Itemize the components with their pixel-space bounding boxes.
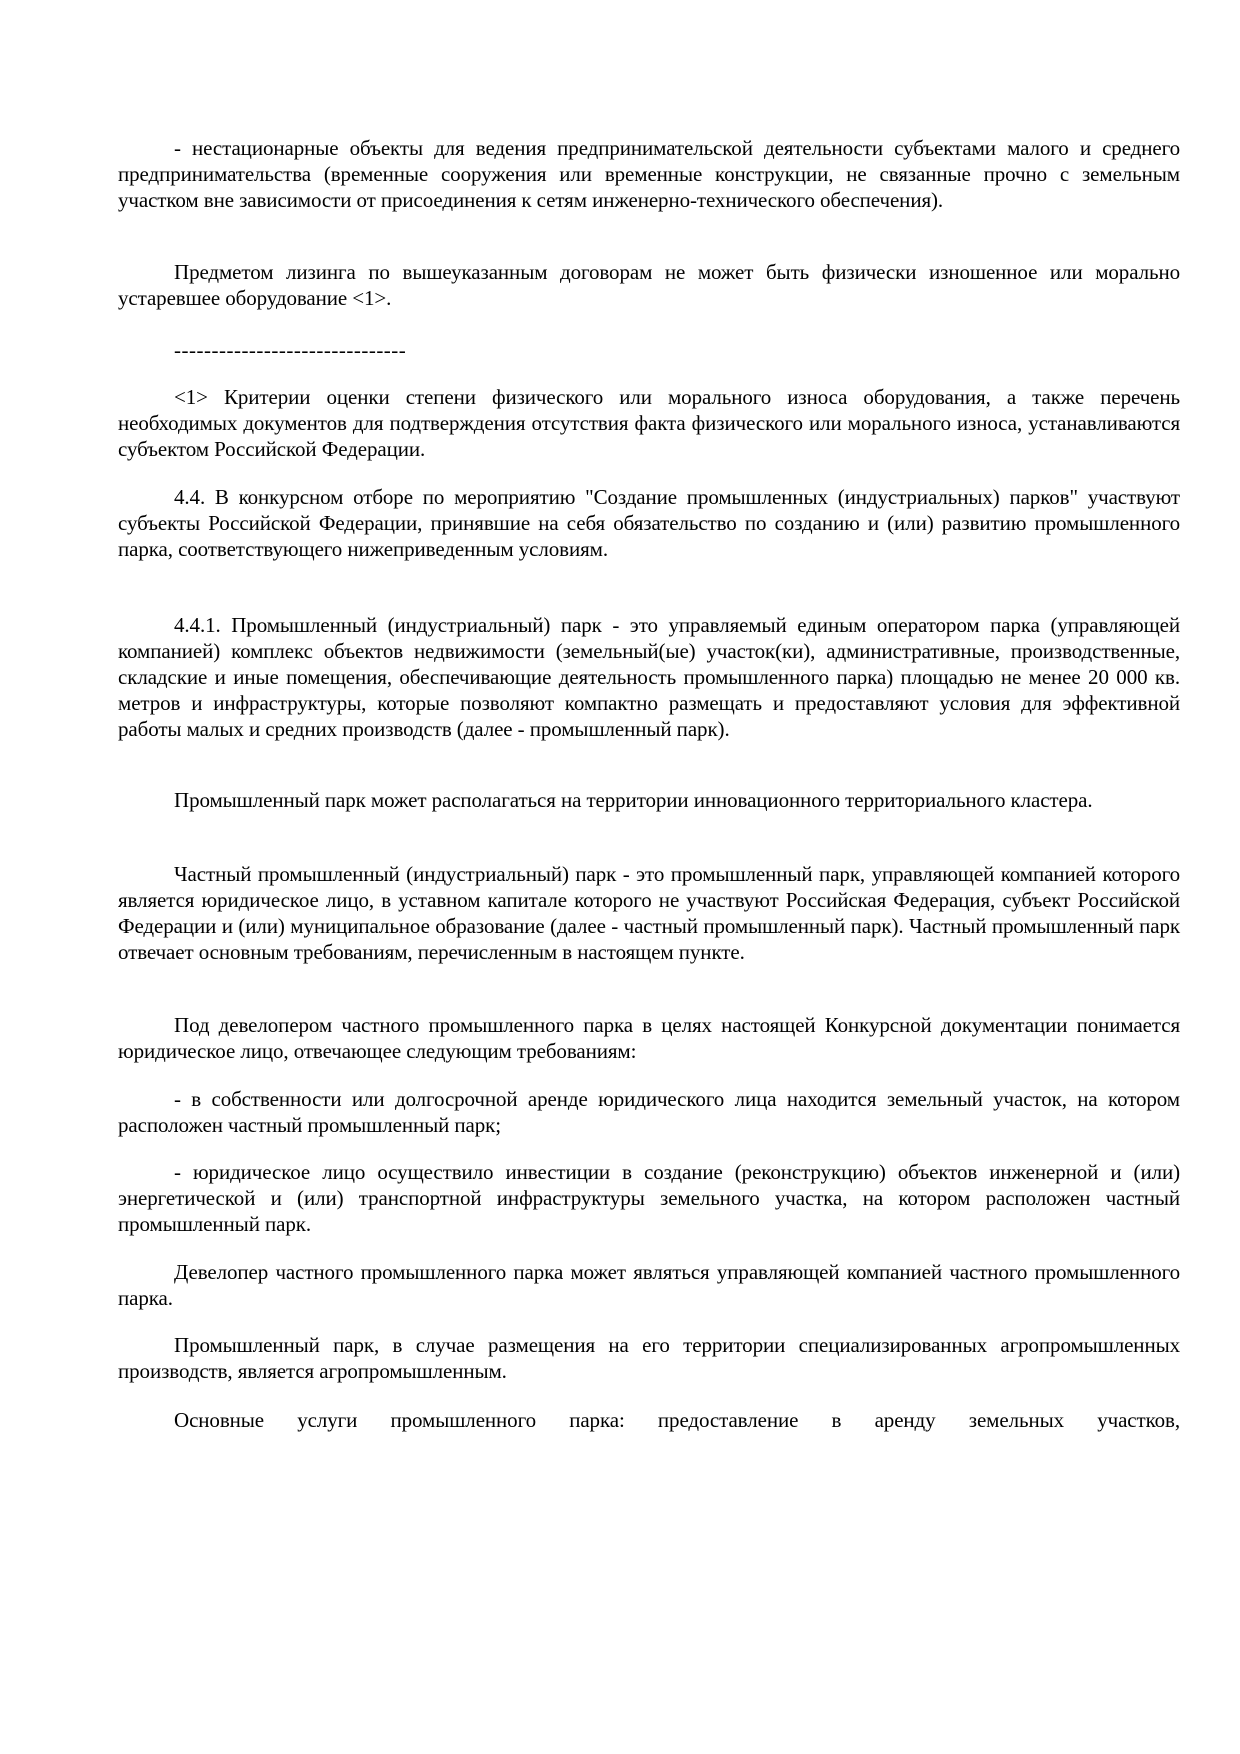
paragraph-requirement-land: - в собственности или долгосрочной аренде юридического лица находится земельный участок, на котором расположен частный промышленный парк; [118,1087,1180,1137]
paragraph-requirement-investment: - юридическое лицо осуществило инвестиции в создание (реконструкцию) объектов инженерной и (или) энергетической и (или) транспортной инфраструктуры земельного участка, на котором расположен частный промышленный парк. [118,1160,1180,1236]
paragraph-park-location: Промышленный парк может располагаться на территории инновационного территориального кластера. [174,788,1093,812]
paragraph-leasing-subject: Предметом лизинга по вышеуказанным договорам не может быть физически изношенное или морально устаревшее оборудование <1>. [118,260,1180,310]
paragraph-main-services: Основные услуги промышленного парка: предоставление в аренду земельных участков, [174,1408,1180,1432]
paragraph-private-park: Частный промышленный (индустриальный) парк - это промышленный парк, управляющей компанией которого является юридическое лицо, в уставном капитале которого не участвуют Российская Федерация, субъект Российской Федерации и (или) муниципальное образование (далее - частный промышленный парк). Частный промышленный парк отвечает основным требованиям, перечисленным в настоящем пункте. [118,862,1180,964]
footnote-separator: ------------------------------- [174,338,407,362]
paragraph-developer-management: Девелопер частного промышленного парка может являться управляющей компанией частного промышленного парка. [118,1260,1180,1310]
paragraph-4-4-1: 4.4.1. Промышленный (индустриальный) парк - это управляемый единым оператором парка (управляющей компанией) комплекс объектов недвижимости (земельный(ые) участок(ки), административные, производственные, складские и иные помещения, обеспечивающие деятельность промышленного парка) площадью не менее 20 000 кв. метров и инфраструктуры, которые позволяют компактно размещать и предоставляют условия для эффективной работы малых и средних производств (далее - промышленный парк). [118,613,1180,741]
paragraph-4-4: 4.4. В конкурсном отборе по мероприятию "Создание промышленных (индустриальных) парков" участвуют субъекты Российской Федерации, принявшие на себя обязательство по созданию и (или) развитию промышленного парка, соответствующего нижеприведенным условиям. [118,485,1180,561]
paragraph-agro-park: Промышленный парк, в случае размещения на его территории специализированных агропромышленных производств, является агропромышленным. [118,1333,1180,1383]
paragraph-nonstationary-objects: - нестационарные объекты для ведения предпринимательской деятельности субъектами малого и среднего предпринимательства (временные сооружения или временные конструкции, не связанные прочно с земельным участком вне зависимости от присоединения к сетям инженерно-технического обеспечения). [118,136,1180,212]
footnote-1: <1> Критерии оценки степени физического или морального износа оборудования, а также перечень необходимых документов для подтверждения отсутствия факта физического или морального износа, устанавливаются субъектом Российской Федерации. [118,385,1180,461]
paragraph-developer: Под девелопером частного промышленного парка в целях настоящей Конкурсной документации понимается юридическое лицо, отвечающее следующим требованиям: [118,1013,1180,1063]
